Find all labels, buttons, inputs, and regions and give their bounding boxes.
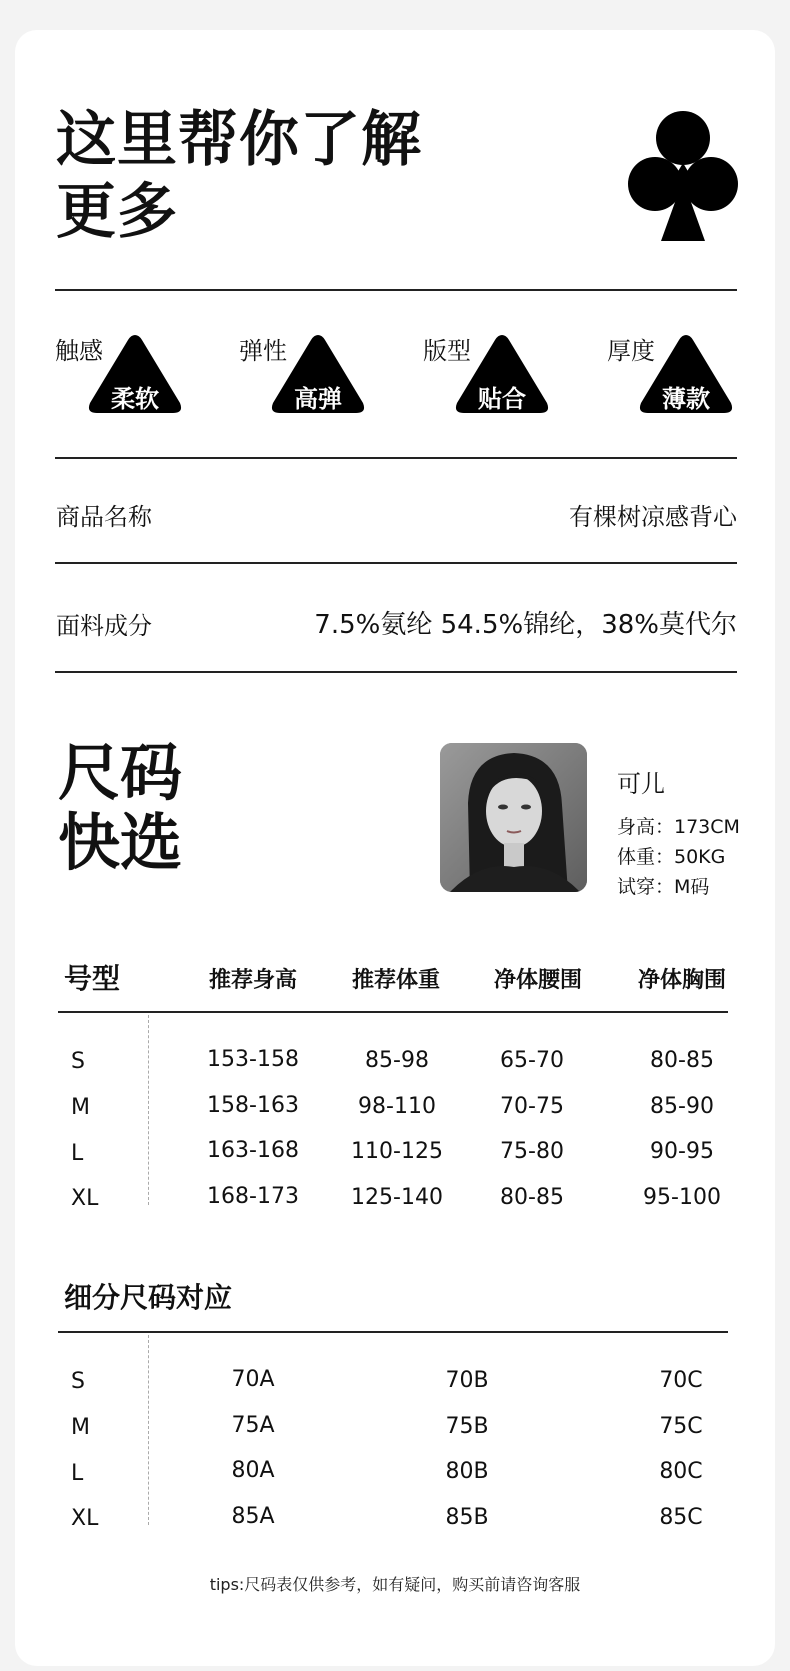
divider [55, 289, 737, 291]
divider [55, 671, 737, 673]
attribute-value: 柔软 [111, 385, 159, 413]
attribute-value: 薄款 [662, 385, 710, 413]
product-name-label: 商品名称 [56, 503, 152, 531]
table-header: 净体腰围 [493, 968, 582, 993]
attribute-value: 贴合 [478, 385, 526, 413]
club-icon [628, 108, 738, 242]
attribute-value: 高弹 [294, 385, 342, 413]
model-trial-size: 试穿：M码 [617, 876, 710, 898]
divider [55, 457, 737, 459]
model-portrait-image [440, 743, 587, 892]
model-weight: 体重：50KG [617, 846, 726, 868]
table-divider [58, 1331, 728, 1333]
tips-note: tips:尺码表仅供参考，如有疑问，购买前请咨询客服 [209, 1575, 581, 1594]
table-header: 净体胸围 [637, 968, 726, 993]
table-header: 号型 [64, 962, 121, 995]
model-name: 可儿 [617, 770, 665, 798]
table-dashed-divider [148, 1015, 149, 1205]
attribute-label: 厚度 [607, 337, 655, 365]
model-height: 身高：173CM [617, 816, 740, 838]
fabric-value: 7.5%氨纶 54.5%锦纶，38%莫代尔 [314, 610, 737, 640]
attribute-label: 弹性 [239, 337, 287, 365]
cup-table-title: 细分尺码对应 [64, 1281, 233, 1314]
table-header: 推荐身高 [208, 968, 297, 993]
attribute-label: 版型 [423, 337, 471, 365]
divider [55, 562, 737, 564]
table-dashed-divider [148, 1335, 149, 1525]
page-title: 这里帮你了解 更多 [56, 105, 422, 247]
model-photo [440, 743, 587, 892]
attribute-label: 触感 [55, 337, 103, 365]
product-name-value: 有棵树凉感背心 [569, 503, 737, 531]
table-divider [58, 1011, 728, 1013]
fabric-label: 面料成分 [56, 612, 152, 640]
table-header: 推荐体重 [351, 968, 440, 993]
size-quick-title: 尺码 快选 [58, 736, 183, 879]
